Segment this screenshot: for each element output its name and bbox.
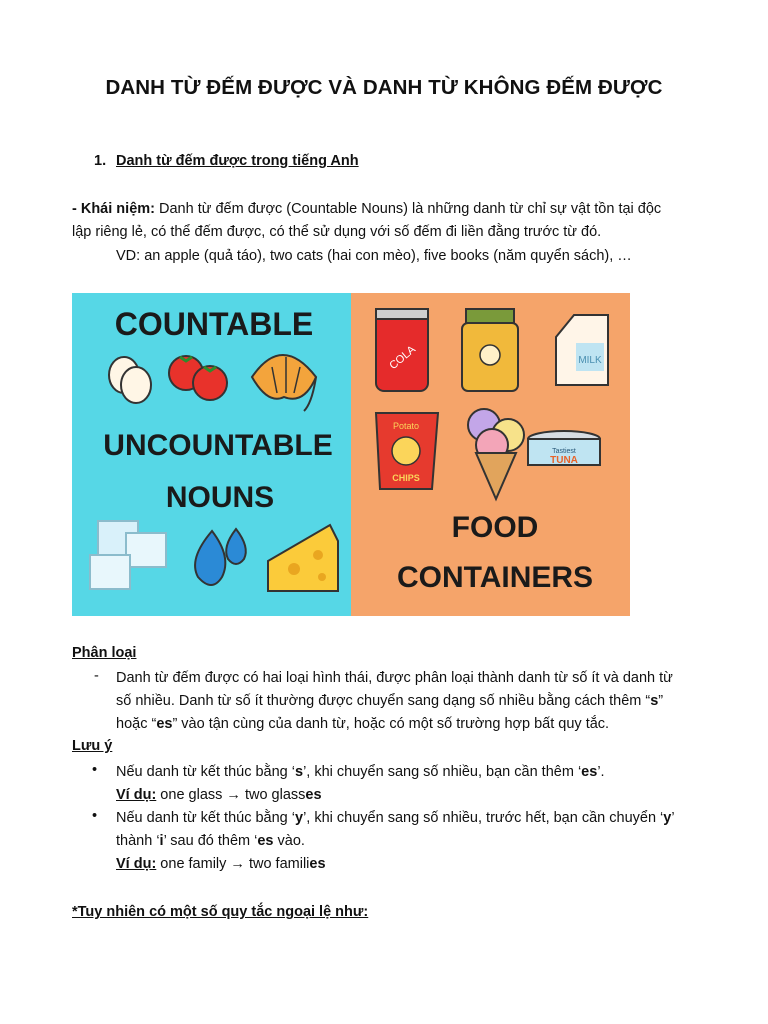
potato-chips-icon [376, 413, 438, 489]
svg-text:TUNA: TUNA [550, 455, 578, 466]
bullet-1: • [92, 762, 98, 778]
classification-heading: Phân loại [72, 645, 137, 661]
concept-paragraph [72, 198, 692, 244]
concept-text-1: Danh từ đếm được (Countable Nouns) là những danh từ chỉ sự vật tồn tại độc [154, 201, 662, 217]
example-label: Ví dụ: [116, 787, 157, 803]
banner-countable-text: COUNTABLE [114, 306, 314, 342]
example-label: Ví dụ: [116, 856, 157, 872]
countable-uncountable-banner [72, 293, 630, 616]
svg-text:Potato: Potato [392, 421, 420, 431]
section-heading [94, 153, 359, 169]
svg-text:CHIPS: CHIPS [392, 473, 420, 483]
concept-example: VD: an apple (quả táo), two cats (hai con mèo), five books (năm quyển sách), … [116, 248, 632, 264]
banner-uncountable-text: UNCOUNTABLE [103, 429, 333, 462]
concept-label: - Khái niệm: [72, 201, 155, 217]
note-item-1: Nếu danh từ kết thúc bằng ‘s’, khi chuyển sang số nhiều, bạn cần thêm ‘es’. Ví dụ: one glass → two glasses [116, 764, 605, 803]
tuna-can-icon [528, 431, 600, 466]
banner-nouns-text: NOUNS [165, 481, 275, 514]
section-number: 1. [94, 153, 107, 169]
bullet-2: • [92, 808, 98, 824]
exception-heading: *Tuy nhiên có một số quy tắc ngoại lệ như: [72, 904, 369, 920]
note-heading: Lưu ý [72, 738, 113, 754]
svg-text:COLA: COLA [387, 343, 418, 372]
cola-can-icon [376, 309, 428, 391]
svg-text:Tastiest: Tastiest [552, 448, 576, 455]
concept-text-2: lập riêng lẻ, có thể đếm được, có thể sử dụng với số đếm đi liền đằng trước từ đó. [72, 224, 602, 240]
page-title: DANH TỪ ĐẾM ĐƯỢC VÀ DANH TỪ KHÔNG ĐẾM ĐƯỢC [105, 76, 663, 99]
note-item-2: Nếu danh từ kết thúc bằng ‘y’, khi chuyển sang số nhiều, trước hết, bạn cần chuyển ‘y’ thành ‘i’ sau đó thêm ‘es vào. Ví dụ: one family → two families [116, 810, 675, 872]
classification-text: Danh từ đếm được có hai loại hình thái, được phân loại thành danh từ số ít và danh từ số nhiều. Danh từ số ít thường được chuyển sang dạng số nhiều bằng cách thêm “s” hoặc “es” vào tận cùng của danh từ, hoặc có một số trường hợp bất quy tắc. [116, 670, 673, 732]
svg-text:MILK: MILK [578, 355, 602, 366]
classification-dash: - [94, 668, 99, 684]
section-heading-text: Danh từ đếm được trong tiếng Anh [116, 153, 359, 169]
banner-food-text: FOOD [451, 511, 539, 544]
banner-containers-text: CONTAINERS [396, 561, 594, 594]
honey-jar-icon [462, 309, 518, 391]
